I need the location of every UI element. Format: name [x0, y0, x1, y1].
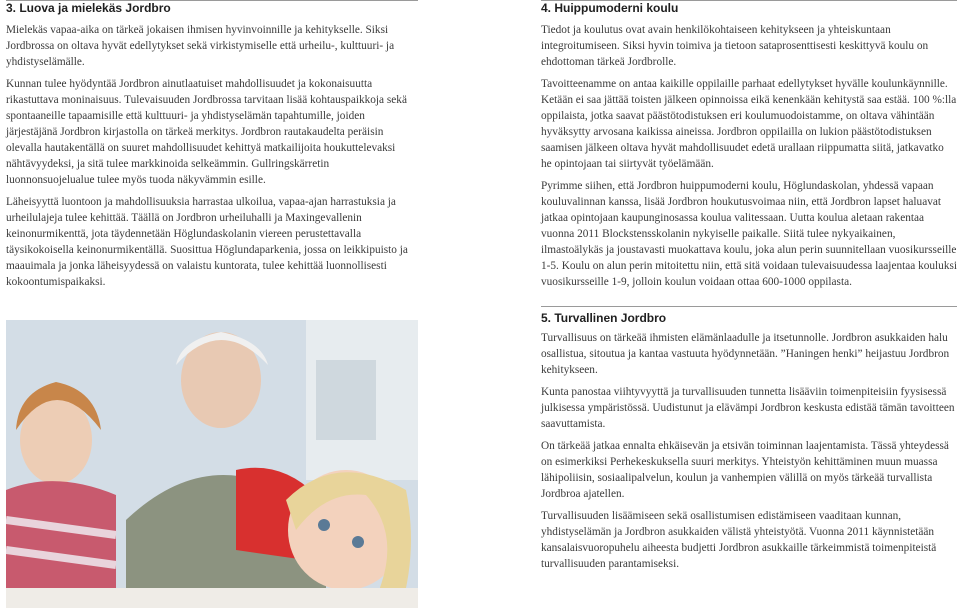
- paragraph: Tiedot ja koulutus ovat avain henkilökohtaiseen kehitykseen ja yhteiskuntaan integroitumiseen. Siksi hyvin toimiva ja tietoon sataprosenttisesti keskittyvä koulu on ehdottoman tärkeä Jordbrolle.: [541, 24, 929, 68]
- left-column: [6, 0, 418, 296]
- paragraph: Tavoitteenamme on antaa kaikille oppilaille parhaat edellytykset hyvälle koulunkäynnille. Ketään ei saa jättää toisten jälkeen opinnoissa eikä kenenkään kehitystä saa estää. 100 %:lla oppilaista, jotka saavat päästötodistuksen eri koulumuodoistamme, on oltava vähintään hyväksytty arvosana kaikissa aineissa. Jordbron oppilailla on lukion päästötodistuksen saamisen jälkeen oltava hyvät mahdollisuudet edetä urallaan riippumatta siitä, jatkavatko he opintojaan tai siirtyvät työelämään.: [541, 78, 957, 170]
- section-5-heading: 5. Turvallinen Jordbro: [541, 311, 667, 325]
- family-photo: [6, 320, 418, 608]
- paragraph: Läheisyyttä luontoon ja mahdollisuuksia harrastaa ulkoilua, vapaa-ajan harrastuksia ja urheilulajeja tulee kehittää. Täällä on Jordbron urheiluhalli ja Maxingevallenin keinonurmikenttä, jota täydennetään Höglundaskolanin viereen perustettavalla täysikokoisella keinonurmikentällä. Suosittua Höglundaparkenia, jossa on leikkipuisto ja maauimala ja jonka läheisyydessä on valaistu kuntorata, tulee kehittää luonnollisesti kokoontumispaikaksi.: [6, 196, 408, 288]
- paragraph: On tärkeää jatkaa ennalta ehkäisevän ja etsivän toiminnan laajentamista. Tässä yhteydessä on esimerkiksi Perhekeskuksella suuri merkitys. Yhteistyön kehittäminen muun muassa lähipoliisin, sosiaalipalvelun, koulun ja vanhempien välillä on myös tärkeää turvallista Jordbroa ajatellen.: [541, 440, 949, 500]
- paragraph: Mielekäs vapaa-aika on tärkeä jokaisen ihmisen hyvinvoinnille ja kehitykselle. Siksi Jordbrossa on oltava hyvät edellytykset sekä virkistymiselle että urheilu-, kulttuuri- ja yhdistyselämälle.: [6, 24, 395, 68]
- paragraph: Kunta panostaa viihtyvyyttä ja turvallisuuden tunnetta lisääviin toimenpiteisiin fyysisessä julkisessa ympäristössä. Uudistunut ja elävämpi Jordbron keskusta edistää tämän tavoitteen saavuttamista.: [541, 386, 955, 430]
- paragraph: Kunnan tulee hyödyntää Jordbron ainutlaatuiset mahdollisuudet ja kokonaisuutta rikastuttava moninaisuus. Tulevaisuuden Jordbrossa tarvitaan lisää kohtauspaikkoja sekä spontaaneille tapaamisille että kulttuuri- ja yhdistyselämän tapahtumille, joiden järjestäjänä Jordbron kirjastolla on tärkeä merkitys. Jordbron rautakaudelta peräisin olevalla hautakentällä on suuret mahdollisuudet kehittyä matkailijoita houkuttelevaksi nähtävyydeksi, ja sitä tulee markkinoida selkeämmin. Gullringskärretin luonnonsuojelualue tulee myös tuoda näkyvämmin esille.: [6, 78, 407, 186]
- section-5-rule: [541, 306, 957, 307]
- right-column: [541, 0, 957, 578]
- paragraph: Pyrimme siihen, että Jordbron huippumoderni koulu, Höglundaskolan, yhdessä vapaan kouluvalinnan kanssa, lisää Jordbron houkutusvoimaa niin, että Jordbron lapset haluavat jatkaa opintojaan kaupunginosassa koulua valitessaan. Uutta koulua aletaan rakentaa vuonna 2011 Blockstensskolanin nykyiselle paikalle. Siitä tulee nykyaikainen, ilmastoälykäs ja joustavasti muokattava koulu, joka alun perin suunnitellaan vuosikursseille 1-5. Koulu on alun perin mitoitettu niin, että sitä voidaan tulevaisuudessa laajentaa kouluksi vuosikursseille 1-9, jolloin koulun voidaan ottaa 600-1000 oppilasta.: [541, 180, 958, 288]
- paragraph: Turvallisuuden lisäämiseen sekä osallistumisen edistämiseen vaaditaan kunnan, yhdistyselämän ja Jordbron asukkaiden välistä yhteistyötä. Vuonna 2011 käynnistetään kansalaisvuoropuhelu aiheesta budjetti Jordbron asukkaille tärkeimmistä toimenpiteistä turvallisuuden parantamiseksi.: [541, 510, 937, 570]
- paragraph: Turvallisuus on tärkeää ihmisten elämänlaadulle ja itsetunnolle. Jordbron asukkaiden halu osallistua, sitoutua ja kantaa vastuuta hyödynnetään. ”Haningen henki” heijastuu Jordbron kehitykseen.: [541, 332, 950, 376]
- section-4-heading: 4. Huippumoderni koulu: [541, 1, 679, 15]
- section-3-heading: 3. Luova ja mielekäs Jordbro: [6, 1, 171, 15]
